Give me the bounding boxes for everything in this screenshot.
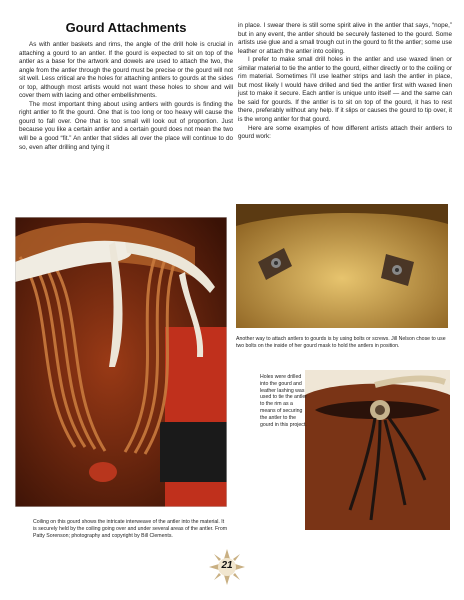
gourd-mask-illustration bbox=[236, 204, 448, 328]
caption-left: Coiling on this gourd shows the intricate interweave of the antler into the material. It is securely held by the coiling going over and under several areas of the antler. From Patty Sorenson; photography and copyright by Bill Clements. bbox=[33, 519, 228, 539]
coiled-gourd-illustration bbox=[15, 217, 227, 507]
body-paragraph: The most important thing about using antlers with gourds is finding the right antler to fit the gourd. One that is too long or too heavy will cause the gourd to fall over. One that is too small will look out of proportion. Just because you like a certain antler and a certain gourd does not mean the two will be a good “fit.” An antler that slides all over the place will continue to do so, even after drilling and tying it bbox=[19, 100, 233, 151]
photo-gourd-mask-bolts bbox=[236, 204, 448, 328]
text-column-left bbox=[19, 20, 233, 152]
article-title: Gourd Attachments bbox=[65, 20, 187, 35]
page-number: 21 bbox=[221, 560, 233, 571]
caption-top-right: Another way to attach antlers to gourds is by using bolts or screws. Jill Nelson chose to use two bolts on the inside of her gourd mask to hold the antlers in position. bbox=[236, 336, 446, 349]
text-column-right bbox=[238, 22, 452, 142]
body-paragraph: I prefer to make small drill holes in the antler and use waxed linen or similar material to tie the antler to the gourd, either directly or to the coiling or rim material. Sometimes I’ll use leather strips and lash the antler in place, but most likely I would have drilled and tied the antler first with waxed linen just to make it secure. Each antler is unique unto itself — and the same can be said for gourds. If the antler is to sit on top of the gourd, it has to rest there, preferably without any help. If it slips or causes the gourd to tip over, it is the wrong antler for that gourd. bbox=[238, 56, 452, 124]
body-paragraph: Here are some examples of how different artists attach their antlers to gourd work: bbox=[238, 124, 452, 141]
photo-antler-lashed-rim bbox=[305, 370, 450, 530]
body-paragraph: As with antler baskets and rims, the angle of the drill hole is crucial in attaching a gourd to an antler. If the gourd is expected to sit on top of the antler as a base for the artwork and dowels are used to attach the two, the angle from the antler through the gourd must be precise or the gourd will not sit well. Less critical are the holes for attaching antlers to gourds at the sides or top, although most artists would not want these holes to show and will cover them with lacing and other embellishments. bbox=[19, 41, 233, 100]
caption-bottom-right: Holes were drilled into the gourd and leather lashing was used to tie the antler to the rim as a means of securing the antler to the gourd in this project. bbox=[260, 374, 308, 428]
lashed-antler-illustration bbox=[305, 370, 450, 530]
body-paragraph: in place. I swear there is still some spirit alive in the antler that says, “nope,” but in any event, the antler should be securely fastened to the gourd. Some artists use glue and a small trough cut in the gourd to fit the antler; some use leather or attach the antler into coiling. bbox=[238, 22, 452, 55]
photo-coiled-gourd-antler bbox=[15, 217, 227, 507]
